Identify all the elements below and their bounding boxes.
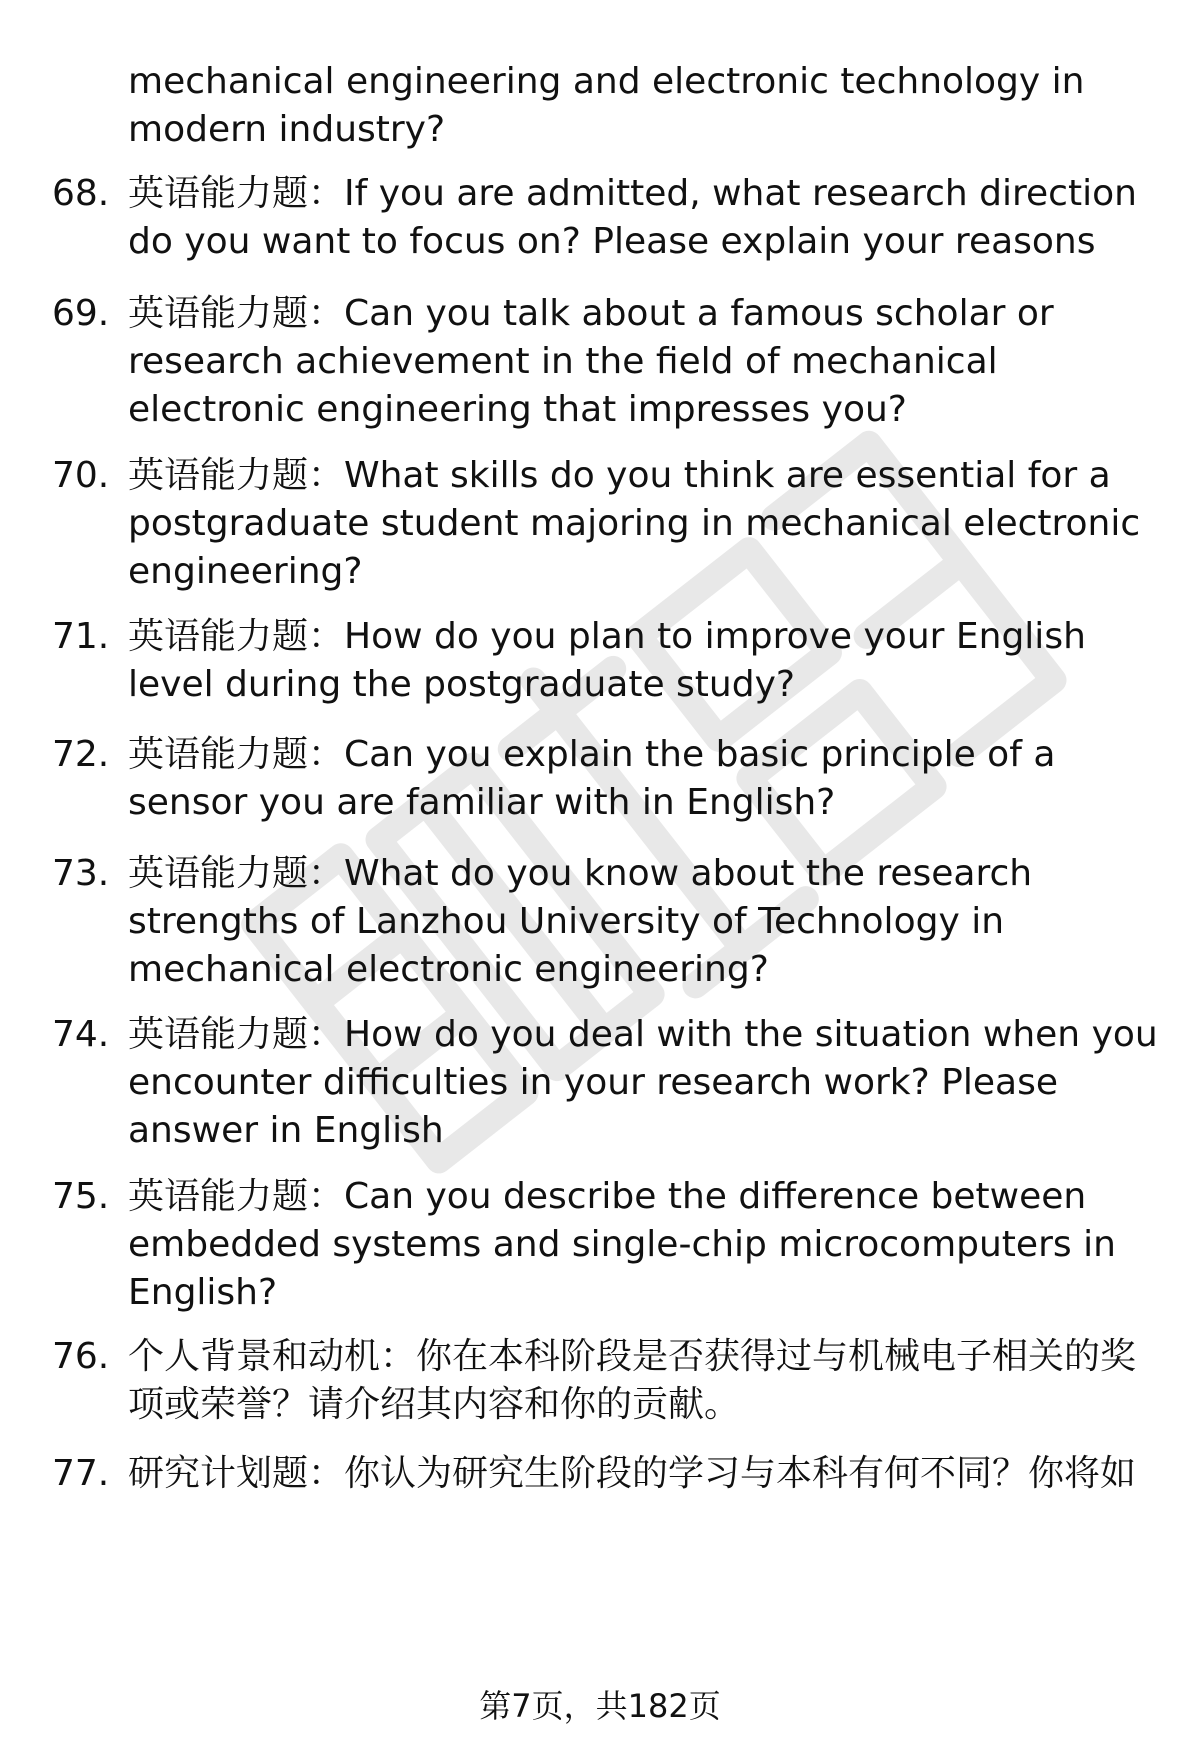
question-text: 英语能力题：Can you talk about a famous scholar or research achievement in the field of mechanical electronic engineering that impresses you? xyxy=(128,293,1054,430)
question-number: 72. xyxy=(52,734,110,775)
question-text: 个人背景和动机：你在本科阶段是否获得过与机械电子相关的奖项或荣誉？请介绍其内容和你的贡献。 xyxy=(128,1336,1137,1425)
continuation-text: mechanical engineering and electronic technology in modern industry? xyxy=(128,61,1085,150)
question-text: 英语能力题：If you are admitted, what research direction do you want to focus on? Please explain your reasons xyxy=(128,173,1137,262)
question-number: 75. xyxy=(52,1176,110,1217)
question-text: 英语能力题：What skills do you think are essential for a postgraduate student majoring in mechanical electronic engineering? xyxy=(128,455,1141,592)
question-number: 74. xyxy=(52,1014,110,1055)
question-number: 71. xyxy=(52,616,110,657)
question-number: 77. xyxy=(52,1453,110,1494)
question-text: 英语能力题：How do you plan to improve your English level during the postgraduate study? xyxy=(128,616,1086,705)
question-text: 英语能力题：Can you explain the basic principle of a sensor you are familiar with in English? xyxy=(128,734,1056,823)
page-footer: 第7页，共182页 xyxy=(479,1687,721,1725)
question-number: 73. xyxy=(52,853,110,894)
question-text: 英语能力题：How do you deal with the situation when you encounter difficulties in your research work? Please answer in English xyxy=(128,1014,1158,1151)
question-number: 70. xyxy=(52,455,110,496)
question-text: 英语能力题：What do you know about the research strengths of Lanzhou University of Technology in mechanical electronic engineering? xyxy=(128,853,1033,990)
question-number: 68. xyxy=(52,173,110,214)
question-text: 研究计划题：你认为研究生阶段的学习与本科有何不同？你将如 xyxy=(128,1453,1137,1494)
question-text: 英语能力题：Can you describe the difference between embedded systems and single-chip microcomputers in English? xyxy=(128,1176,1116,1313)
question-number: 69. xyxy=(52,293,110,334)
question-number: 76. xyxy=(52,1336,110,1377)
